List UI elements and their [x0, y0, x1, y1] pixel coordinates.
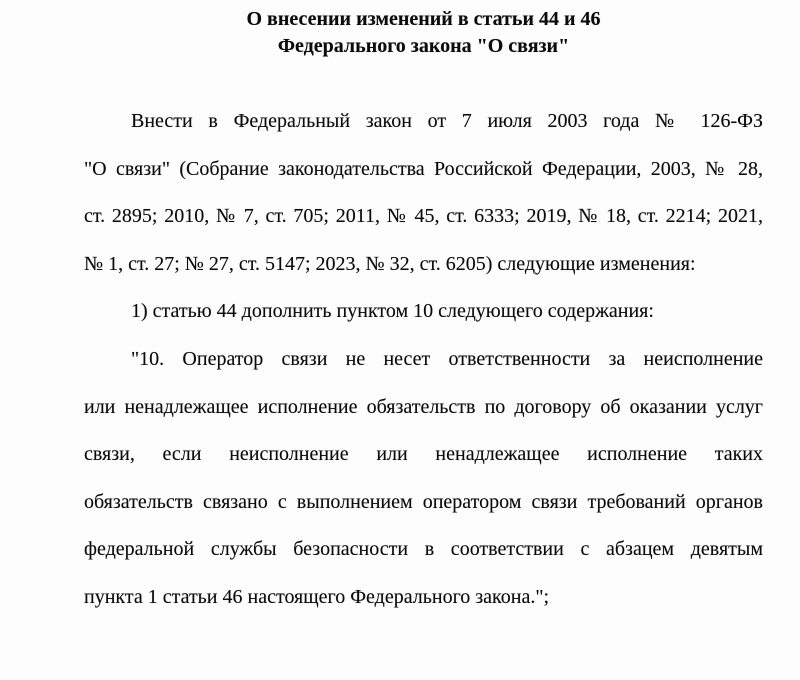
document-page [0, 6, 800, 680]
text-line: ст. 2895; 2010, № 7, ст. 705; 2011, № 45, ст. 6333; 2019, № 18, ст. 2214; 2021, [84, 205, 763, 228]
text-line: обязательств связано с выполнением оператором связи требований органов [84, 490, 763, 513]
text-line: федеральной службы безопасности в соответствии с абзацем девятым [84, 538, 763, 561]
document-title-line: Федерального закона "О связи" [277, 35, 570, 57]
document-title [0, 6, 800, 60]
text-line: или ненадлежащее исполнение обязательств по договору об оказании услуг [84, 395, 763, 418]
text-line: № 1, ст. 27; № 27, ст. 5147; 2023, № 32, ст. 6205) следующие изменения: [84, 252, 696, 275]
text-line: "О связи" (Собрание законодательства Российской Федерации, 2003, № 28, [84, 157, 763, 180]
document-title-line: О внесении изменений в статьи 44 и 46 [246, 8, 601, 30]
document-body [0, 98, 800, 622]
text-line: пункта 1 статьи 46 настоящего Федерального закона."; [84, 585, 550, 608]
text-line: связи, если неисполнение или ненадлежащее исполнение таких [84, 443, 763, 466]
text-line: Внести в Федеральный закон от 7 июля 2003 года № 126-ФЗ [131, 110, 763, 132]
text-line: "10. Оператор связи не несет ответственности за неисполнение [131, 347, 763, 370]
text-line: 1) статью 44 дополнить пунктом 10 следующего содержания: [131, 300, 654, 323]
